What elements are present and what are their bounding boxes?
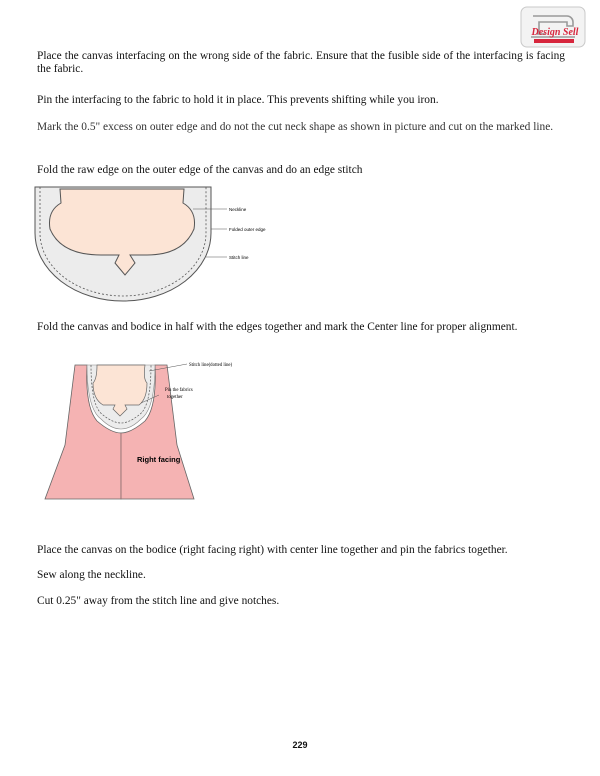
instruction-paragraph: Place the canvas interfacing on the wrong side of the fabric. Ensure that the fusible side of the interfacing is facing the fabric. <box>37 50 565 75</box>
instruction-paragraph: Fold the raw edge on the outer edge of the canvas and do an edge stitch <box>37 164 363 176</box>
instruction-paragraph: Pin the interfacing to the fabric to hold it in place. This prevents shifting while you iron. <box>37 94 439 106</box>
right-facing-label: Right facing <box>137 455 181 464</box>
instruction-paragraph: Place the canvas on the bodice (right facing right) with center line together and pin the fabrics together. <box>37 544 508 556</box>
folded-canvas-diagram <box>33 185 293 310</box>
neckline-label: Neckline <box>229 207 247 212</box>
logo-text: Design Sell <box>531 27 579 38</box>
folded-edge-label: Folded outer edge <box>229 227 266 232</box>
pin-label: Pin the fabrics <box>165 388 193 393</box>
pin-label: together <box>167 395 183 400</box>
bodice-diagram <box>37 357 267 502</box>
instruction-paragraph: Cut 0.25" away from the stitch line and give notches. <box>37 595 280 607</box>
instruction-paragraph: Fold the canvas and bodice in half with the edges together and mark the Center line for proper alignment. <box>37 321 518 333</box>
page-number: 229 <box>292 740 308 750</box>
instruction-paragraph: Mark the 0.5" excess on outer edge and do not the cut neck shape as shown in picture and cut on the marked line. <box>37 121 554 133</box>
stitch-line-label: Stitch line(dotted line) <box>189 363 233 368</box>
instruction-paragraph: Sew along the neckline. <box>37 569 146 581</box>
stitch-line-label: Stitch line <box>229 255 249 260</box>
design-sell-logo <box>519 4 587 50</box>
